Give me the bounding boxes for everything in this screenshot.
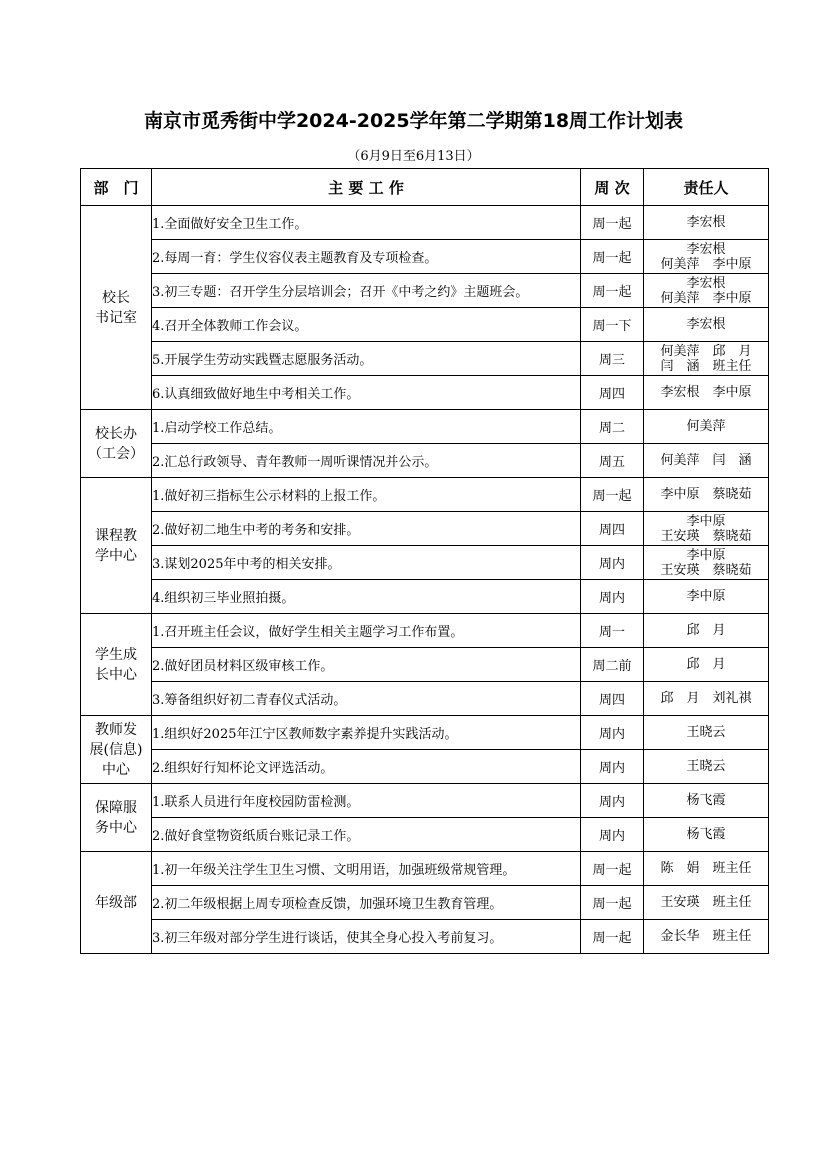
task-cell: 6.认真细致做好地生中考相关工作。 <box>152 376 581 410</box>
week-cell: 周一起 <box>581 274 644 308</box>
week-cell: 周三 <box>581 342 644 376</box>
responsible-cell: 杨飞霞 <box>644 784 769 818</box>
week-cell: 周五 <box>581 444 644 478</box>
week-cell: 周四 <box>581 682 644 716</box>
table-row <box>81 410 769 444</box>
table-row <box>81 614 769 648</box>
week-cell: 周四 <box>581 512 644 546</box>
document-title: 南京市觅秀街中学2024-2025学年第二学期第18周工作计划表 <box>143 110 684 132</box>
table-row <box>81 818 769 852</box>
responsible-cell: 何美萍 邱 月 闫 涵 班主任 <box>644 342 769 376</box>
department-cell: 保障服 务中心 <box>81 784 152 852</box>
week-cell: 周一起 <box>581 240 644 274</box>
task-cell: 3.初三专题：召开学生分层培训会；召开《中考之约》主题班会。 <box>152 274 581 308</box>
task-cell: 1.初一年级关注学生卫生习惯、文明用语，加强班级常规管理。 <box>152 852 581 886</box>
responsible-cell: 李宏根 何美萍 李中原 <box>644 274 769 308</box>
week-cell: 周内 <box>581 784 644 818</box>
table-row <box>81 648 769 682</box>
week-cell: 周内 <box>581 716 644 750</box>
task-cell: 3.筹备组织好初二青春仪式活动。 <box>152 682 581 716</box>
week-cell: 周内 <box>581 750 644 784</box>
task-cell: 2.做好团员材料区级审核工作。 <box>152 648 581 682</box>
table-row <box>81 920 769 954</box>
responsible-cell: 李宏根 <box>644 206 769 240</box>
responsible-cell: 陈 娟 班主任 <box>644 852 769 886</box>
week-cell: 周一 <box>581 614 644 648</box>
table-row <box>81 682 769 716</box>
task-cell: 1.启动学校工作总结。 <box>152 410 581 444</box>
week-cell: 周一起 <box>581 886 644 920</box>
task-cell: 1.召开班主任会议，做好学生相关主题学习工作布置。 <box>152 614 581 648</box>
task-cell: 2.每周一育：学生仪容仪表主题教育及专项检查。 <box>152 240 581 274</box>
responsible-cell: 李宏根 何美萍 李中原 <box>644 240 769 274</box>
task-cell: 2.做好初二地生中考的考务和安排。 <box>152 512 581 546</box>
table-row <box>81 512 769 546</box>
task-cell: 2.汇总行政领导、青年教师一周听课情况并公示。 <box>152 444 581 478</box>
table-row <box>81 274 769 308</box>
table-row <box>81 886 769 920</box>
responsible-cell: 何美萍 闫 涵 <box>644 444 769 478</box>
task-cell: 1.联系人员进行年度校园防雷检测。 <box>152 784 581 818</box>
header-week: 周 次 <box>581 169 644 206</box>
responsible-cell: 李中原 王安瑛 蔡晓茹 <box>644 512 769 546</box>
task-cell: 1.做好初三指标生公示材料的上报工作。 <box>152 478 581 512</box>
header-department: 部 门 <box>81 169 152 206</box>
department-cell: 年级部 <box>81 852 152 954</box>
table-row <box>81 308 769 342</box>
table-row <box>81 784 769 818</box>
week-cell: 周内 <box>581 580 644 614</box>
work-plan-body <box>81 206 769 954</box>
task-cell: 2.组织好行知杯论文评选活动。 <box>152 750 581 784</box>
department-cell: 课程教 学中心 <box>81 478 152 614</box>
header-row <box>81 169 769 206</box>
task-cell: 1.组织好2025年江宁区教师数字素养提升实践活动。 <box>152 716 581 750</box>
table-row <box>81 852 769 886</box>
responsible-cell: 邱 月 刘礼祺 <box>644 682 769 716</box>
responsible-cell: 何美萍 <box>644 410 769 444</box>
responsible-cell: 李中原 王安瑛 蔡晓茹 <box>644 546 769 580</box>
table-row <box>81 716 769 750</box>
week-cell: 周一起 <box>581 478 644 512</box>
table-row <box>81 546 769 580</box>
table-row <box>81 206 769 240</box>
department-cell: 学生成 长中心 <box>81 614 152 716</box>
responsible-cell: 李宏根 <box>644 308 769 342</box>
responsible-cell: 李中原 蔡晓茹 <box>644 478 769 512</box>
header-main-work: 主 要 工 作 <box>152 169 581 206</box>
responsible-cell: 杨飞霞 <box>644 818 769 852</box>
week-cell: 周一下 <box>581 308 644 342</box>
table-row <box>81 478 769 512</box>
document-subtitle: （6月9日至6月13日） <box>347 149 480 164</box>
department-cell: 校长办 （工会） <box>81 410 152 478</box>
task-cell: 4.组织初三毕业照拍摄。 <box>152 580 581 614</box>
header-responsible: 责任人 <box>644 169 769 206</box>
week-cell: 周一起 <box>581 920 644 954</box>
week-cell: 周四 <box>581 376 644 410</box>
task-cell: 3.谋划2025年中考的相关安排。 <box>152 546 581 580</box>
table-row <box>81 444 769 478</box>
week-cell: 周内 <box>581 546 644 580</box>
work-plan-table <box>80 168 769 954</box>
responsible-cell: 李宏根 李中原 <box>644 376 769 410</box>
table-row <box>81 376 769 410</box>
responsible-cell: 李中原 <box>644 580 769 614</box>
responsible-cell: 邱 月 <box>644 648 769 682</box>
table-row <box>81 750 769 784</box>
department-cell: 教师发 展(信息) 中心 <box>81 716 152 784</box>
responsible-cell: 王晓云 <box>644 716 769 750</box>
task-cell: 1.全面做好安全卫生工作。 <box>152 206 581 240</box>
responsible-cell: 王晓云 <box>644 750 769 784</box>
week-cell: 周二 <box>581 410 644 444</box>
task-cell: 4.召开全体教师工作会议。 <box>152 308 581 342</box>
table-row <box>81 580 769 614</box>
task-cell: 3.初三年级对部分学生进行谈话，使其全身心投入考前复习。 <box>152 920 581 954</box>
table-row <box>81 342 769 376</box>
week-cell: 周二前 <box>581 648 644 682</box>
task-cell: 2.初二年级根据上周专项检查反馈，加强环境卫生教育管理。 <box>152 886 581 920</box>
task-cell: 2.做好食堂物资纸质台账记录工作。 <box>152 818 581 852</box>
responsible-cell: 邱 月 <box>644 614 769 648</box>
week-cell: 周一起 <box>581 206 644 240</box>
responsible-cell: 金长华 班主任 <box>644 920 769 954</box>
table-row <box>81 240 769 274</box>
department-cell: 校长 书记室 <box>81 206 152 410</box>
responsible-cell: 王安瑛 班主任 <box>644 886 769 920</box>
task-cell: 5.开展学生劳动实践暨志愿服务活动。 <box>152 342 581 376</box>
week-cell: 周内 <box>581 818 644 852</box>
week-cell: 周一起 <box>581 852 644 886</box>
